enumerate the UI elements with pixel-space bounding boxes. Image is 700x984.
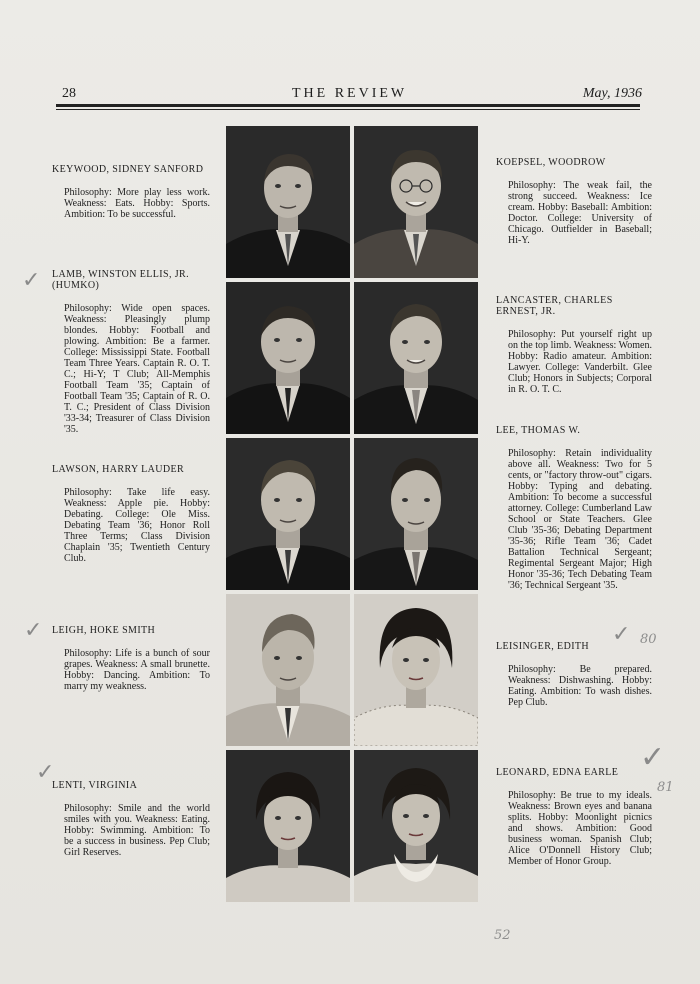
student-bio: Philosophy: Be true to my ideals. Weakness: Brown eyes and banana splits. Hobby: Moonlight picnics and shows. Ambition: Good business woman. Spanish Club; Alice O'Donnell History Club; Member of Honor Group. bbox=[508, 790, 652, 867]
photo-lamb bbox=[226, 282, 350, 434]
photo-lenti bbox=[226, 750, 350, 902]
student-portrait-icon bbox=[354, 282, 478, 434]
student-portrait-icon bbox=[354, 438, 478, 590]
student-name: KEYWOOD, SIDNEY SANFORD bbox=[52, 164, 204, 175]
page-header bbox=[52, 86, 642, 106]
handwritten-note: 80 bbox=[640, 632, 657, 647]
student-name: LEE, THOMAS W. bbox=[496, 425, 581, 436]
student-bio: Philosophy: The weak fail, the strong succeed. Weakness: Ice cream. Hobby: Baseball: Ambition: Doctor. College: University of Chicago. Outfielder in Baseball; Hi-Y. bbox=[508, 180, 652, 246]
photo-lee bbox=[354, 438, 478, 590]
student-portrait-icon bbox=[354, 594, 478, 746]
header-rule-thick bbox=[56, 104, 640, 107]
student-entry bbox=[52, 269, 210, 435]
photo-leigh bbox=[226, 594, 350, 746]
student-entry bbox=[496, 425, 652, 591]
student-bio: Philosophy: Be prepared. Weakness: Dishwashing. Hobby: Eating. Ambition: To wash dishes. Pep Club. bbox=[508, 664, 652, 708]
student-bio: Philosophy: Life is a bunch of sour grapes. Weakness: A small brunette. Hobby: Dancing. Ambition: To marry my weakness. bbox=[64, 648, 210, 692]
photo-keywood bbox=[226, 126, 350, 278]
student-name: LEIGH, HOKE SMITH bbox=[52, 625, 156, 636]
pencil-check-icon: ✓ bbox=[612, 622, 631, 647]
student-entry bbox=[52, 164, 210, 220]
student-portrait-icon bbox=[354, 126, 478, 278]
pencil-check-icon: ✓ bbox=[36, 760, 55, 785]
student-bio: Philosophy: Put yourself right up on the top limb. Weakness: Women. Hobby: Radio amateur. Ambition: Lawyer. College: Vanderbilt. Glee Club; Honors in Subjects; Corporal in R. O. T. C. bbox=[508, 329, 652, 395]
pencil-check-icon: ✓ bbox=[640, 740, 666, 775]
handwritten-note: 52 bbox=[494, 928, 511, 943]
photo-lancaster bbox=[354, 282, 478, 434]
student-portrait-icon bbox=[226, 438, 350, 590]
student-portrait-icon bbox=[226, 126, 350, 278]
student-bio: Philosophy: More play less work. Weakness: Eats. Hobby: Sports. Ambition: To be successful. bbox=[64, 187, 210, 220]
student-portrait-icon bbox=[226, 282, 350, 434]
student-entry bbox=[52, 780, 210, 858]
student-entry bbox=[52, 464, 210, 564]
student-name: KOEPSEL, WOODROW bbox=[496, 157, 606, 168]
student-bio: Philosophy: Retain individuality above all. Weakness: Two for 5 cents, or "factory throw-out" cigars. Hobby: Typing and debating. Ambition: To become a successful attorney. College: Cumberland Law School or State Teachers. Glee Club '35-36; Debating Department '35-36; Rifle Team '36; Cadet Battalion Technical Sergeant; Regimental Sergeant Major; High Honor '35-36; Tech Debating Team '36; Technical Sergeant '35. bbox=[508, 448, 652, 591]
student-name: LEONARD, EDNA EARLE bbox=[496, 767, 619, 778]
pencil-check-icon: ✓ bbox=[24, 618, 43, 643]
student-name: LANCASTER, CHARLES ERNEST, JR. bbox=[496, 295, 613, 317]
page-number: 28 bbox=[62, 86, 76, 101]
student-portrait-icon bbox=[226, 750, 350, 902]
pencil-check-icon: ✓ bbox=[22, 268, 41, 293]
student-entry bbox=[496, 767, 652, 867]
student-entry bbox=[496, 295, 652, 395]
student-name: LAWSON, HARRY LAUDER bbox=[52, 464, 185, 475]
student-portrait-icon bbox=[354, 750, 478, 902]
student-entry bbox=[52, 625, 210, 692]
student-name: LENTI, VIRGINIA bbox=[52, 780, 138, 791]
student-bio: Philosophy: Take life easy. Weakness: Apple pie. Hobby: Debating. College: Ole Miss. Debating Team '36; Honor Roll Three Terms; Class Division Chaplain '35; Twentieth Century Club. bbox=[64, 487, 210, 564]
student-entry bbox=[496, 641, 652, 708]
photo-koepsel bbox=[354, 126, 478, 278]
photo-leonard bbox=[354, 750, 478, 902]
handwritten-note: 81 bbox=[657, 780, 674, 795]
student-portrait-icon bbox=[226, 594, 350, 746]
student-bio: Philosophy: Smile and the world smiles with you. Weakness: Eating. Hobby: Swimming. Ambition: To be a success in business. Pep Club; Girl Reserves. bbox=[64, 803, 210, 858]
header-rule-thin bbox=[56, 109, 640, 110]
student-entry bbox=[496, 157, 652, 246]
student-name: LEISINGER, EDITH bbox=[496, 641, 590, 652]
photo-leisinger bbox=[354, 594, 478, 746]
issue-date: May, 1936 bbox=[582, 86, 642, 101]
photo-lawson bbox=[226, 438, 350, 590]
student-name: LAMB, WINSTON ELLIS, JR. (HUMKO) bbox=[52, 269, 190, 291]
student-bio: Philosophy: Wide open spaces. Weakness: Pleasingly plump blondes. Hobby: Football and plowing. Ambition: Be a farmer. College: Mississippi State. Football Team Three Years. Captain R. O. T. C.; Hi-Y; T Club; All-Memphis Football Team '35; Captain of Football Team '35; Captain of R. O. T. C.; President of Class Division '33-34; Treasurer of Class Division '35. bbox=[64, 303, 210, 435]
magazine-title: THE REVIEW bbox=[292, 86, 408, 101]
